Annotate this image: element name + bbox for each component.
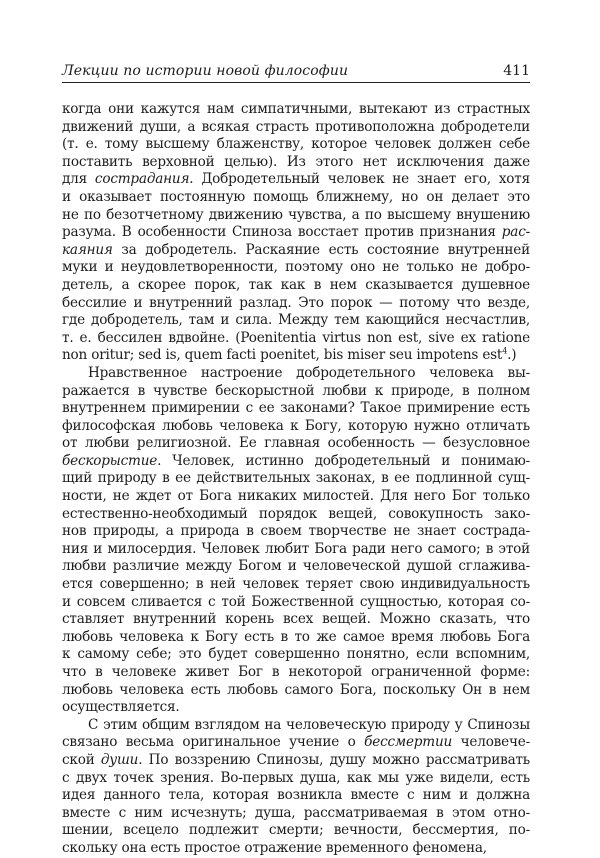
text-line: ется совершенно; в ней человек теряет свою индивидуальность [62, 576, 530, 593]
text-line: от любви религиозной. Ее главная особенность — безусловное [62, 435, 530, 452]
paragraph [62, 365, 530, 717]
text-line: поставить верховной целью). Из этого нет исключения даже [62, 153, 530, 170]
text-line: С этим общим взглядом на человеческую природу у Спинозы [88, 716, 530, 733]
text-line: естественно-необходимый порядок вещей, совокупность зако- [62, 505, 530, 522]
text-run: . По воззрению Спинозы, душу можно рассматривать [138, 751, 530, 768]
text-line: любовь человека есть любовь самого Бога, поскольку Он в нем [62, 681, 530, 698]
text-line [62, 347, 530, 365]
text-run: . Добродетельный человек не знает его, хотя [189, 171, 530, 188]
text-line: щий природу в ее действительных законах, в ее подлинной сущ- [62, 470, 530, 487]
italic-term: бескорыстие [62, 452, 158, 469]
text-run: . Человек, истинно добродетельный и понимаю- [157, 452, 530, 469]
text-run: за добродетель. Раскаяние есть состояние внутренней [112, 241, 530, 258]
text-line: (т. е. тому высшему блаженству, которое человек должен себе [62, 136, 530, 153]
text-run: разума. В особенности Спиноза восстает против признания [62, 224, 502, 241]
italic-term: рас- [501, 224, 530, 241]
running-title: Лекции по истории новой философии [62, 63, 349, 79]
italic-term: души [100, 751, 139, 768]
text-line: движений души, а всякая страсть противоположна добродетели [62, 118, 530, 135]
text-line: шении, всецело подлежит смерти; вечности, бессмертия, по- [62, 822, 530, 839]
text-line [62, 734, 530, 752]
text-run: для [62, 171, 95, 188]
text-line [62, 224, 530, 242]
text-line: что в человеке живет Бог в некоторой ограниченной форме: [62, 664, 530, 680]
text-line: философская любовь человека к Богу, которую нужно отличать [62, 417, 530, 434]
text-line: муки и неудовлетворенности, поэтому оно не только не добро- [62, 259, 530, 276]
text-line [62, 171, 530, 189]
text-line: ражается в чувстве бескорыстной любви к природе, в полном [62, 382, 530, 399]
text-line [62, 242, 530, 260]
text-line: нов природы, а природа в своем творчестве не знает сострада- [62, 523, 530, 540]
text-line: идея данного тела, которая возникла вместе с ним и должна [62, 787, 530, 804]
text-line: к самому себе; это будет совершенно понятно, если вспомним, [62, 646, 530, 663]
footnote-marker: 4 [502, 346, 508, 356]
text-line: ности, не ждет от Бога никаких милостей. Для него Бог только [62, 488, 530, 505]
text-line: где добродетель, там и сила. Между тем кающийся несчастлив, [62, 312, 530, 329]
text-line: любви различие между Богом и человеческой душой сглажива- [62, 558, 530, 575]
text-run: ской [62, 751, 101, 768]
text-line: Нравственное настроение добродетельного человека вы- [88, 364, 530, 381]
text-line [62, 752, 530, 770]
text-run: связано весьма оригинальное учение о [62, 734, 365, 751]
text-line: любовь человека к Богу есть в то же самое время любовь Бога [62, 628, 530, 645]
text-line: и оказывает постоянную помощь ближнему, но он делает это [62, 188, 530, 205]
text-line: внутреннем примирении с ее законами? Такое примирение есть [62, 400, 530, 417]
text-line: т. е. бессилен вдвойне. (Poenitentia virtus non est, sive ex ratione [62, 329, 530, 346]
text-line: вместе с ним исчезнуть; душа, рассматриваемая в этом отно- [62, 804, 530, 821]
text-line: ния и милосердия. Человек любит Бога ради него самого; в этой [62, 540, 530, 557]
text-line: осуществляется. [62, 699, 180, 716]
italic-term: каяния [62, 241, 113, 258]
text-line: детель, а скорее порок, так как в нем сказывается душевное [62, 276, 530, 293]
text-run: человече- [452, 734, 531, 751]
text-line [62, 453, 530, 471]
text-run: non oritur; sed is, quem facti poenitet, bis miser seu impotens est [62, 347, 503, 364]
italic-term: бессмертии [364, 734, 453, 751]
text-line: ставляет внутренний корень всех вещей. Можно сказать, что [62, 611, 530, 628]
text-line: с двух точек зрения. Во-первых душа, как мы уже видели, есть [62, 769, 530, 786]
paragraph [62, 101, 530, 365]
page-number: 411 [503, 63, 530, 79]
text-line: и совсем сливается с той Божественной сущностью, которая со- [62, 593, 530, 610]
text-line: когда они кажутся нам симпатичными, вытекают из страстных [62, 101, 530, 117]
body-text [62, 101, 530, 858]
italic-term: сострадания [94, 171, 190, 188]
paragraph [62, 717, 530, 858]
text-line: бессилие и внутренний разлад. Это порок — потому что везде, [62, 294, 530, 311]
running-header [62, 62, 530, 83]
text-run: .) [507, 347, 517, 364]
text-line: скольку она есть простое отражение временного феномена, [62, 839, 487, 856]
text-line: не по безотчетному движению чувства, а по высшему внушению [62, 206, 530, 223]
